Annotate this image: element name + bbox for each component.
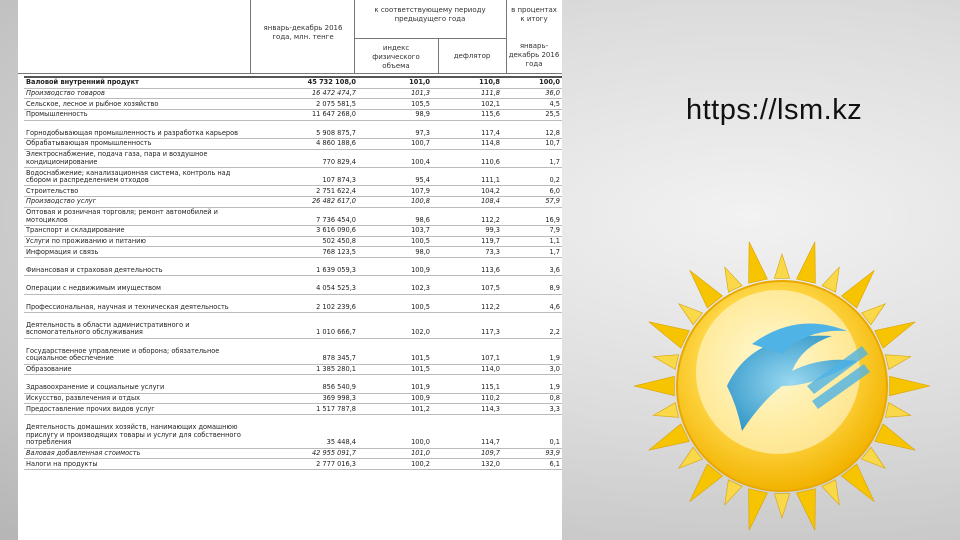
row-value: 856 540,9	[322, 383, 356, 392]
table-row	[24, 110, 562, 121]
row-value: 95,4	[415, 175, 430, 184]
table-row	[24, 150, 562, 168]
header-volume-index: индекс физического объема	[372, 44, 420, 70]
row-value: 57,9	[545, 197, 560, 206]
sun-ray	[875, 322, 916, 348]
row-value: 35 448,4	[326, 438, 356, 447]
row-label: Образование	[26, 365, 72, 374]
table-row	[24, 197, 562, 208]
row-value: 93,9	[545, 448, 560, 457]
row-value: 1,9	[549, 354, 560, 363]
row-label: Операции с недвижимым имуществом	[26, 284, 162, 293]
row-label: Горнодобывающая промышленность и разработка карьеров	[26, 128, 239, 137]
table-row	[24, 168, 562, 186]
row-value: 100,0	[539, 78, 560, 87]
row-value: 7 736 454,0	[316, 215, 356, 224]
row-value: 4,6	[549, 302, 560, 311]
row-value: 98,0	[415, 247, 430, 256]
row-label: Электроснабжение, подача газа, пара и воздушное кондиционирование	[26, 150, 208, 166]
table-row	[24, 375, 562, 393]
sun-ray	[725, 480, 742, 505]
table-row	[24, 139, 562, 150]
row-label: Обрабатывающая промышленность	[26, 139, 152, 148]
row-value: 502 450,8	[322, 236, 356, 245]
table-row	[24, 76, 562, 89]
row-label: Производство товаров	[26, 88, 105, 97]
table-row	[24, 226, 562, 237]
sun-ray	[797, 242, 816, 284]
sun-ray	[774, 494, 789, 518]
row-value: 0,1	[549, 438, 560, 447]
table-row	[24, 339, 562, 365]
row-value: 4 860 188,6	[316, 139, 356, 148]
row-value: 2 075 581,5	[316, 99, 356, 108]
table-row	[24, 186, 562, 197]
row-value: 107,9	[411, 186, 430, 195]
row-value: 101,5	[411, 365, 430, 374]
row-value: 101,9	[411, 383, 430, 392]
row-value: 1,9	[549, 383, 560, 392]
row-value: 1 517 787,8	[316, 404, 356, 413]
header-share: январь-декабрь 2016 года	[508, 42, 560, 68]
row-value: 1,7	[549, 247, 560, 256]
sun-ray	[822, 267, 839, 292]
table-row	[24, 237, 562, 248]
row-value: 100,5	[411, 302, 430, 311]
header-deflator: дефлятор	[453, 52, 491, 60]
header-prev-period-group: к соответствующему периоду предыдущего года	[374, 6, 486, 23]
row-label: Налоги на продукты	[26, 459, 98, 468]
table-row	[24, 258, 562, 276]
sun-ray	[649, 322, 690, 348]
row-label: Оптовая и розничная торговля; ремонт автомобилей и мотоциклов	[26, 208, 218, 224]
table-row	[24, 459, 562, 470]
row-value: 101,5	[411, 354, 430, 363]
row-value: 100,4	[411, 157, 430, 166]
sun-ray	[653, 355, 678, 370]
row-value: 107,5	[481, 284, 500, 293]
row-label: Строительство	[26, 186, 79, 195]
row-value: 102,3	[411, 284, 430, 293]
row-value: 3,0	[549, 365, 560, 374]
sun-ray	[890, 376, 930, 395]
row-label: Промышленность	[26, 110, 88, 119]
sun-ray	[875, 424, 916, 450]
row-value: 5 908 875,7	[316, 128, 356, 137]
row-value: 2 751 622,4	[316, 186, 356, 195]
row-value: 6,0	[549, 186, 560, 195]
sun-ray	[653, 403, 678, 418]
sun-ray	[725, 267, 742, 292]
sun-ray	[774, 254, 789, 278]
table-row	[24, 121, 562, 139]
row-value: 2 102 239,6	[316, 302, 356, 311]
sun-ray	[885, 403, 910, 418]
row-value: 105,5	[411, 99, 430, 108]
table-row	[24, 276, 562, 294]
row-value: 16 472 474,7	[311, 88, 356, 97]
row-value: 101,3	[411, 88, 430, 97]
row-value: 112,2	[481, 302, 500, 311]
row-value: 100,8	[411, 197, 430, 206]
table-row	[24, 394, 562, 405]
sun-ray	[749, 489, 768, 531]
row-value: 4,5	[549, 99, 560, 108]
row-value: 3 616 090,6	[316, 226, 356, 235]
row-value: 101,0	[411, 448, 430, 457]
row-value: 3,6	[549, 265, 560, 274]
row-value: 8,9	[549, 284, 560, 293]
row-value: 73,3	[485, 247, 500, 256]
row-label: Финансовая и страховая деятельность	[26, 265, 163, 274]
row-value: 0,8	[549, 394, 560, 402]
row-value: 107,1	[481, 354, 500, 363]
statistics-table-image	[18, 0, 562, 540]
table-row	[24, 404, 562, 415]
row-value: 109,7	[481, 448, 500, 457]
row-value: 100,5	[411, 236, 430, 245]
sun-ray	[885, 355, 910, 370]
row-value: 113,6	[481, 265, 500, 274]
row-value: 114,7	[481, 438, 500, 447]
row-value: 101,0	[409, 78, 430, 87]
row-label: Здравоохранение и социальные услуги	[26, 383, 165, 392]
row-value: 102,0	[411, 328, 430, 337]
row-value: 99,3	[485, 226, 500, 235]
sun-emblem-icon	[632, 236, 932, 536]
row-value: 111,1	[481, 175, 500, 184]
row-value: 45 732 108,0	[307, 78, 356, 87]
row-value: 3,3	[549, 404, 560, 413]
row-value: 100,0	[411, 438, 430, 447]
table-row	[24, 295, 562, 313]
row-value: 25,5	[545, 110, 560, 119]
row-value: 12,8	[545, 128, 560, 137]
row-value: 1 639 059,3	[316, 265, 356, 274]
row-label: Сельское, лесное и рыбное хозяйство	[26, 99, 159, 108]
row-value: 114,8	[481, 139, 500, 148]
row-value: 98,6	[415, 215, 430, 224]
row-label: Предоставление прочих видов услуг	[26, 404, 155, 413]
row-value: 104,2	[481, 186, 500, 195]
row-value: 7,9	[549, 226, 560, 235]
row-value: 111,8	[481, 88, 500, 97]
row-value: 114,3	[481, 404, 500, 413]
row-value: 0,2	[549, 175, 560, 184]
row-value: 1 010 666,7	[316, 328, 356, 337]
row-value: 100,2	[411, 459, 430, 468]
row-value: 770 829,4	[322, 157, 356, 166]
row-value: 16,9	[545, 215, 560, 224]
row-value: 107 874,3	[322, 175, 356, 184]
table-row	[24, 208, 562, 226]
row-value: 110,6	[481, 157, 500, 166]
table-header	[18, 0, 562, 74]
row-value: 115,6	[481, 110, 500, 119]
row-value: 97,3	[415, 128, 430, 137]
row-value: 11 647 268,0	[311, 110, 356, 119]
row-value: 108,4	[481, 197, 500, 206]
row-label: Государственное управление и оборона; обязательное социальное обеспечение	[26, 346, 220, 363]
sun-ray	[797, 489, 816, 531]
row-label: Валовой внутренний продукт	[26, 78, 139, 87]
row-label: Профессиональная, научная и техническая деятельность	[26, 302, 229, 311]
row-label: Валовая добавленная стоимость	[26, 448, 141, 457]
row-value: 101,2	[411, 404, 430, 413]
sun-ray	[822, 480, 839, 505]
row-value: 6,1	[549, 459, 560, 468]
row-value: 112,2	[481, 215, 500, 224]
row-value: 98,9	[415, 110, 430, 119]
row-value: 768 123,5	[322, 247, 356, 256]
row-label: Деятельность домашних хозяйств, нанимающих домашнюю прислугу и производящих товары и услуги для собственного потребления	[26, 423, 241, 447]
sun-ray	[634, 376, 674, 395]
table-row	[24, 247, 562, 258]
table-row	[24, 415, 562, 449]
row-value: 103,7	[411, 226, 430, 235]
website-url: https://lsm.kz	[686, 94, 863, 126]
table-row	[24, 449, 562, 460]
table-row	[24, 99, 562, 110]
table-body	[24, 76, 562, 470]
row-value: 369 998,3	[322, 394, 356, 402]
row-label: Искусство, развлечения и отдых	[26, 394, 141, 402]
row-value: 110,8	[479, 78, 500, 87]
row-value: 42 955 091,7	[311, 448, 356, 457]
header-percent-group: в процентах к итогу	[511, 6, 557, 23]
row-value: 2 777 016,3	[316, 459, 356, 468]
row-value: 132,0	[481, 459, 500, 468]
row-value: 10,7	[545, 139, 560, 148]
row-value: 26 482 617,0	[311, 197, 356, 206]
table-row	[24, 365, 562, 376]
row-label: Водоснабжение; канализационная система, контроль над сбором и распределением отходов	[26, 168, 231, 184]
row-value: 1,7	[549, 157, 560, 166]
row-value: 878 345,7	[322, 354, 356, 363]
header-period: январь-декабрь 2016 года, млн. тенге	[263, 24, 343, 41]
row-value: 100,9	[411, 265, 430, 274]
row-label: Деятельность в области административного и вспомогательного обслуживания	[26, 321, 190, 337]
row-value: 110,2	[481, 394, 500, 402]
row-value: 102,1	[481, 99, 500, 108]
sun-ray	[749, 242, 768, 284]
row-value: 2,2	[549, 328, 560, 337]
sun-ray	[649, 424, 690, 450]
table-row	[24, 89, 562, 100]
row-value: 36,0	[545, 88, 560, 97]
row-label: Информация и связь	[26, 247, 99, 256]
row-value: 1,1	[549, 236, 560, 245]
row-value: 1 385 280,1	[316, 365, 356, 374]
row-value: 119,7	[481, 236, 500, 245]
row-value: 117,4	[481, 128, 500, 137]
table-row	[24, 313, 562, 339]
row-label: Услуги по проживанию и питанию	[26, 236, 146, 245]
row-value: 100,7	[411, 139, 430, 148]
row-value: 115,1	[481, 383, 500, 392]
row-label: Транспорт и складирование	[26, 226, 125, 235]
row-value: 100,9	[411, 394, 430, 402]
row-value: 114,0	[481, 365, 500, 374]
row-value: 117,3	[481, 328, 500, 337]
row-value: 4 054 525,3	[316, 284, 356, 293]
row-label: Производство услуг	[26, 197, 97, 206]
